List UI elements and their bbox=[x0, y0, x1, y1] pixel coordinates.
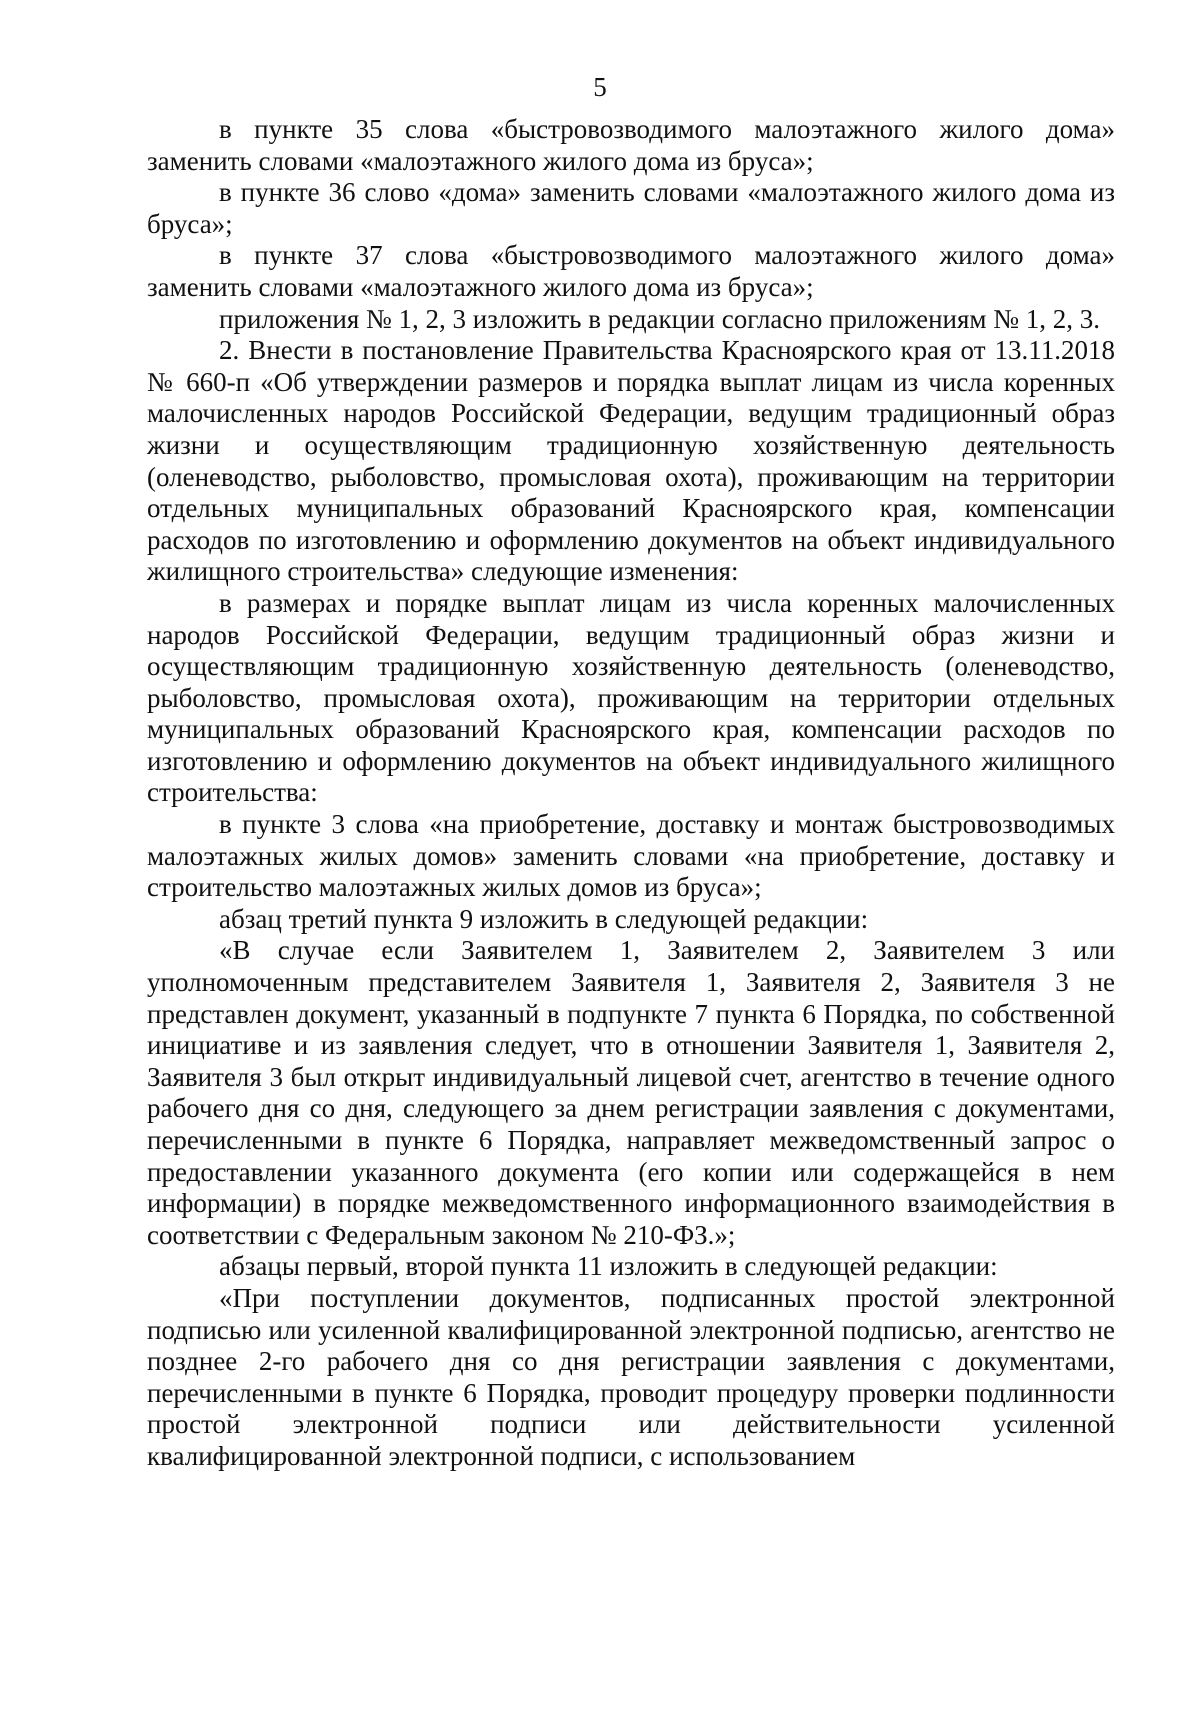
paragraph-item-11-heading: абзацы первый, второй пункта 11 изложить в следующей редакции: bbox=[219, 1251, 998, 1282]
paragraph-item-37: в пункте 37 слова «быстровозводимого малоэтажного жилого дома» заменить словами «малоэтажного жилого дома из бруса»; bbox=[147, 240, 1115, 302]
paragraph-item-11-text: «При поступлении документов, подписанных простой электронной подписью или усиленной квалифицированной электронной подписью, агентство не позднее 2-го рабочего дня со дня регистрации заявления с документами, перечисленными в пункте 6 Порядка, проводит процедуру проверки подлинности простой электронной подписи или действительности усиленной квалифицированной электронной подписи, с использованием bbox=[147, 1282, 1115, 1471]
paragraph-item-3: в пункте 3 слова «на приобретение, доставку и монтаж быстровозводимых малоэтажных жилых домов» заменить словами «на приобретение, доставку и строительство малоэтажных жилых домов из бруса»; bbox=[147, 809, 1115, 903]
paragraph-item-9-heading: абзац третий пункта 9 изложить в следующей редакции: bbox=[219, 903, 869, 934]
paragraph-item-35: в пункте 35 слова «быстровозводимого малоэтажного жилого дома» заменить словами «малоэтажного жилого дома из бруса»; bbox=[147, 114, 1115, 176]
page-number: 5 bbox=[593, 72, 607, 102]
document-body bbox=[147, 114, 1115, 1473]
paragraph-payments-order: в размерах и порядке выплат лицам из числа коренных малочисленных народов Российской Федерации, ведущим традиционный образ жизни и осуществляющим традиционную хозяйственную деятельность (оленеводство, рыболовство, промысловая охота), проживающим на территории отдельных муниципальных образований Красноярского края, компенсации расходов по изготовлению и оформлению документов на объект индивидуального жилищного строительства: bbox=[147, 587, 1115, 808]
paragraph-item-9-text: «В случае если Заявителем 1, Заявителем 2, Заявителем 3 или уполномоченным представителем Заявителя 1, Заявителя 2, Заявителя 3 не представлен документ, указанный в подпункте 7 пункта 6 Порядка, по собственной инициативе и из заявления следует, что в отношении Заявителя 1, Заявителя 2, Заявителя 3 был открыт индивидуальный лицевой счет, агентство в течение одного рабочего дня со дня, следующего за днем регистрации заявления с документами, перечисленными в пункте 6 Порядка, направляет межведомственный запрос о предоставлении указанного документа (его копии или содержащейся в нем информации) в порядке межведомственного информационного взаимодействия в соответствии с Федеральным законом № 210-ФЗ.»; bbox=[147, 935, 1115, 1250]
paragraph-item-36: в пункте 36 слово «дома» заменить словами «малоэтажного жилого дома из бруса»; bbox=[147, 177, 1115, 239]
paragraph-section-2: 2. Внести в постановление Правительства Красноярского края от 13.11.2018 № 660-п «Об утверждении размеров и порядка выплат лицам из числа коренных малочисленных народов Российской Федерации, ведущим традиционный образ жизни и осуществляющим традиционную хозяйственную деятельность (оленеводство, рыболовство, промысловая охота), проживающим на территории отдельных муниципальных образований Красноярского края, компенсации расходов по изготовлению и оформлению документов на объект индивидуального жилищного строительства» следующие изменения: bbox=[147, 335, 1115, 587]
paragraph-appendices: приложения № 1, 2, 3 изложить в редакции согласно приложениям № 1, 2, 3. bbox=[219, 303, 1100, 334]
